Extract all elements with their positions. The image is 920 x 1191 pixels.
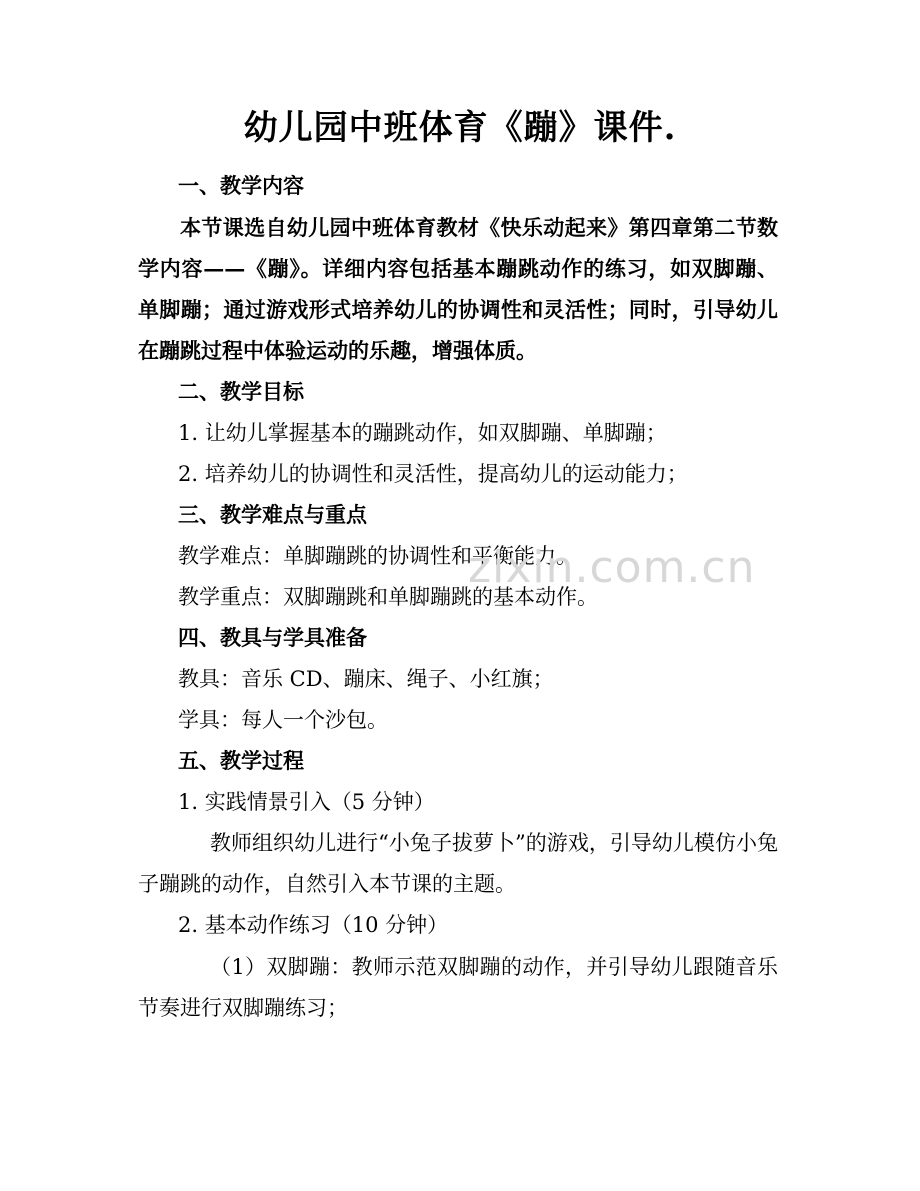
section-heading-difficulty-focus: 三、教学难点与重点 — [178, 502, 367, 527]
section-heading-content: 一、教学内容 — [178, 173, 304, 198]
process-step-1: 1. 实践情景引入（5 分钟） — [178, 790, 435, 814]
section-paragraph-content: 本节课选自幼儿园中班体育教材《快乐动起来》第四章第二节数学内容——《蹦》。详细内容包括基本蹦跳动作的练习，如双脚蹦、单脚蹦；通过游戏形式培养幼儿的协调性和灵活性；同时，引导幼儿在蹦跳过程中体验运动的乐趣，增强体质。 — [138, 215, 778, 363]
focus-text: 教学重点：双脚蹦跳和单脚蹦跳的基本动作。 — [178, 585, 598, 609]
teacher-materials-text: 教具：音乐 CD、蹦床、绳子、小红旗； — [178, 667, 554, 691]
section-heading-materials: 四、教具与学具准备 — [178, 625, 367, 650]
section-heading-objectives: 二、教学目标 — [178, 379, 304, 404]
list-item-objective-2: 2. 培养幼儿的协调性和灵活性，提高幼儿的运动能力； — [178, 462, 688, 486]
section-heading-process: 五、教学过程 — [178, 748, 304, 773]
process-step-2-sub-1: （1）双脚蹦：教师示范双脚蹦的动作，并引导幼儿跟随音乐节奏进行双脚蹦练习； — [138, 955, 778, 1020]
student-materials-text: 学具：每人一个沙包。 — [178, 708, 388, 732]
process-step-1-body: 教师组织幼儿进行“小兔子拔萝卜”的游戏，引导幼儿模仿小兔子蹦跳的动作，自然引入本节课的主题。 — [138, 831, 778, 896]
difficulty-text: 教学难点：单脚蹦跳的协调性和平衡能力。 — [178, 544, 577, 568]
process-step-2: 2. 基本动作练习（10 分钟） — [178, 913, 449, 937]
document-title: 幼儿园中班体育《蹦》课件. — [243, 108, 677, 148]
list-item-objective-1: 1. 让幼儿掌握基本的蹦跳动作，如双脚蹦、单脚蹦； — [178, 421, 667, 445]
watermark-text: zixin.com.cn — [468, 542, 756, 593]
